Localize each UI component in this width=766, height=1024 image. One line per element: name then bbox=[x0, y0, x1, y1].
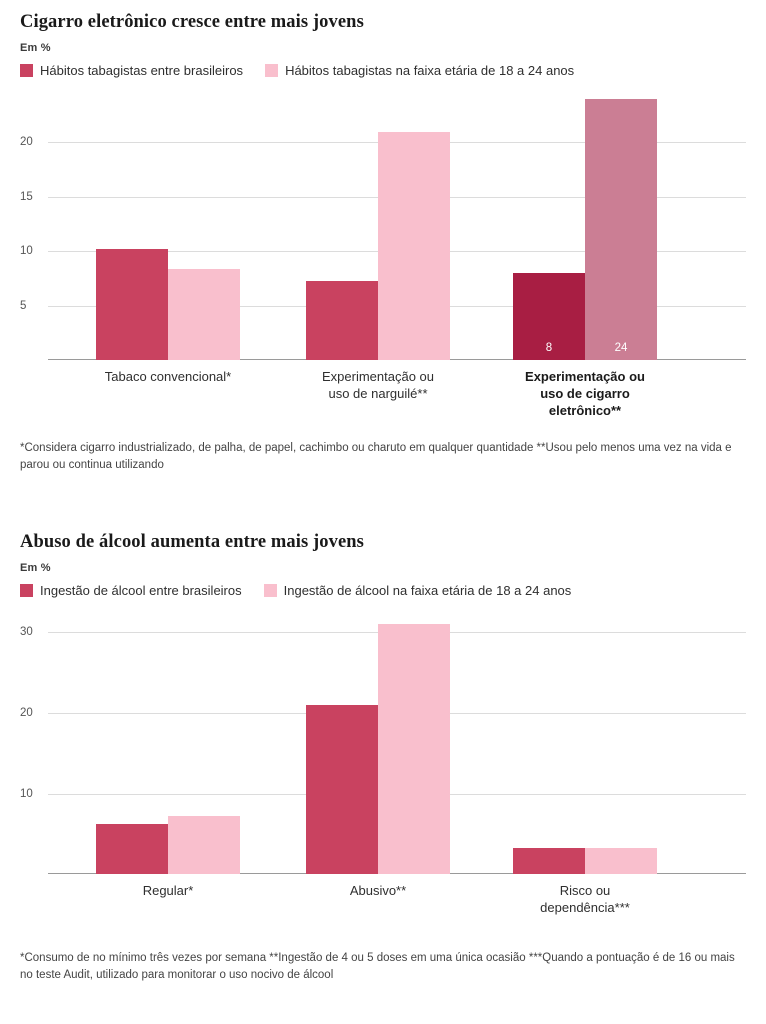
x-axis-label-line: uso de cigarro bbox=[540, 386, 630, 401]
x-axis-label bbox=[288, 882, 468, 899]
chart-unit-smoking: Em % bbox=[20, 42, 51, 54]
legend-label: Ingestão de álcool na faixa etária de 18 a 24 anos bbox=[283, 583, 572, 598]
bar-value-label: 8 bbox=[545, 342, 553, 354]
ytick-label: 10 bbox=[20, 245, 33, 257]
legend-item bbox=[20, 63, 243, 78]
ytick-label: 5 bbox=[20, 300, 27, 312]
legend-swatch-icon bbox=[264, 584, 277, 597]
footnote-smoking: *Considera cigarro industrializado, de palha, de papel, cachimbo ou charuto em qualquer quantidade **Usou pelo menos uma vez na vida e parou ou continua utilizando bbox=[20, 442, 732, 471]
ytick-label: 10 bbox=[20, 788, 33, 800]
legend-item bbox=[265, 63, 574, 78]
legend-swatch-icon bbox=[20, 64, 33, 77]
x-axis-label bbox=[495, 882, 675, 916]
chart-block-alcohol bbox=[20, 520, 746, 984]
legend-swatch-icon bbox=[265, 64, 278, 77]
bar-series-b bbox=[378, 132, 450, 360]
footnote-alcohol: *Consumo de no mínimo três vezes por semana **Ingestão de 4 ou 5 doses em uma única ocasião ***Quando a pontuação é de 16 ou mais no teste Audit, utilizado para monitorar o uso nocivo de álcool bbox=[20, 952, 735, 981]
x-axis-label-line: Regular* bbox=[142, 883, 194, 898]
legend-label: Hábitos tabagistas na faixa etária de 18 a 24 anos bbox=[285, 63, 575, 78]
bar-series-b bbox=[168, 816, 240, 874]
ytick-label: 15 bbox=[20, 191, 33, 203]
bar-series-a bbox=[513, 848, 585, 874]
bar-series-b-highlight bbox=[585, 99, 657, 360]
ytick-label: 20 bbox=[20, 136, 33, 148]
x-axis-label-line: Experimentação ou bbox=[525, 369, 645, 384]
legend-label: Ingestão de álcool entre brasileiros bbox=[40, 583, 242, 598]
x-axis-label bbox=[78, 368, 258, 385]
ytick-label: 20 bbox=[20, 707, 33, 719]
x-axis-label-line: dependência*** bbox=[540, 900, 630, 915]
legend-swatch-icon bbox=[20, 584, 33, 597]
legend-item bbox=[20, 583, 242, 598]
x-axis-label-line: eletrônico** bbox=[548, 403, 622, 418]
x-axis-labels-smoking bbox=[20, 368, 746, 426]
bar-series-a bbox=[306, 281, 378, 360]
bar-value-label: 24 bbox=[614, 342, 628, 354]
x-axis-label bbox=[288, 368, 468, 402]
x-axis-label-line: uso de narguilé** bbox=[328, 386, 428, 401]
x-axis-label-line: Risco ou bbox=[559, 883, 611, 898]
chart-title-alcohol: Abuso de álcool aumenta entre mais jovens bbox=[20, 532, 364, 552]
legend-alcohol bbox=[20, 583, 746, 598]
chart-unit-alcohol: Em % bbox=[20, 562, 51, 574]
plot-area-alcohol bbox=[20, 608, 746, 940]
x-axis-label-highlight bbox=[495, 368, 675, 419]
bar-series-a bbox=[96, 824, 168, 874]
chart-title-smoking: Cigarro eletrônico cresce entre mais jovens bbox=[20, 12, 364, 32]
x-axis-label-line: Tabaco convencional* bbox=[104, 369, 232, 384]
bar-series-a bbox=[96, 249, 168, 360]
bar-series-a-highlight bbox=[513, 273, 585, 360]
bar-series-b bbox=[585, 848, 657, 874]
bar-series-a bbox=[306, 705, 378, 874]
legend-item bbox=[264, 583, 572, 598]
x-axis-label bbox=[78, 882, 258, 899]
legend-label: Hábitos tabagistas entre brasileiros bbox=[40, 63, 244, 78]
x-axis-labels-alcohol bbox=[20, 882, 746, 940]
legend-smoking bbox=[20, 63, 746, 78]
x-axis-label-line: Experimentação ou bbox=[321, 369, 434, 384]
x-axis-label-line: Abusivo** bbox=[349, 883, 407, 898]
ytick-label: 30 bbox=[20, 626, 33, 638]
chart-block-smoking bbox=[20, 0, 746, 474]
bar-series-b bbox=[378, 624, 450, 874]
bar-series-b bbox=[168, 269, 240, 360]
plot-area-smoking bbox=[20, 88, 746, 426]
